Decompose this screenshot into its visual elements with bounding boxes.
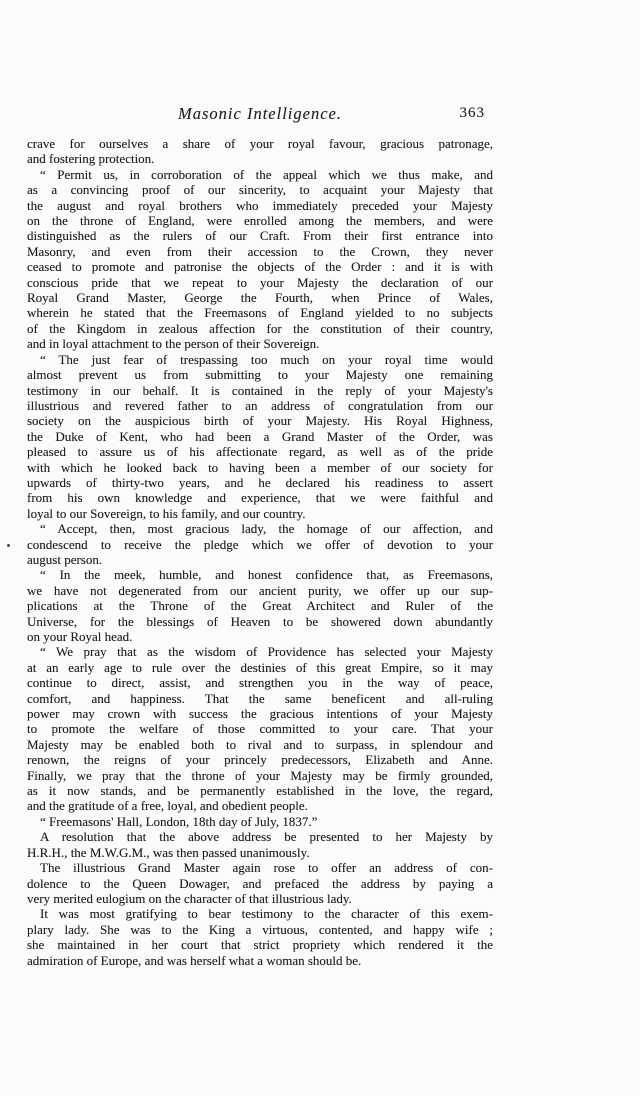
text-line: “ We pray that as the wisdom of Providence has selected your Majesty: [40, 644, 493, 660]
text-line: crave for ourselves a share of your royal favour, gracious patronage,: [27, 136, 493, 151]
text-line: Majesty may be enabled both to rival and to surpass, in splendour and: [27, 736, 493, 752]
text-line: we have not degenerated from our ancient purity, we offer up our sup-: [27, 582, 493, 598]
text-line: from his own knowledge and experience, that we were faithful and: [27, 490, 493, 506]
text-line: plary lady. She was to the King a virtuous, contented, and happy wife ;: [27, 921, 493, 937]
text-line: she maintained in her court that strict propriety which rendered it the: [27, 937, 493, 953]
text-line: admiration of Europe, and was herself what a woman should be.: [27, 952, 362, 968]
text-line: as it now stands, and be permanently established in the love, the regard,: [27, 783, 493, 799]
text-line: Finally, we pray that the throne of your Majesty may be firmly grounded,: [27, 767, 493, 783]
text-line: pleased to assure us of his affectionate regard, as well as of the pride: [27, 444, 493, 460]
text-line: Royal Grand Master, George the Fourth, when Prince of Wales,: [27, 290, 493, 306]
text-line: illustrious and revered father to an address of congratulation from our: [27, 397, 493, 413]
text-line: as a convincing proof of our sincerity, to acquaint your Majesty that: [27, 182, 493, 198]
text-line: of the Kingdom in zealous affection for the constitution of their country,: [27, 320, 493, 336]
text-line: Masonry, and even from their accession to the Crown, they never: [27, 243, 493, 259]
text-line: at an early age to rule over the destinies of this great Empire, so it may: [27, 659, 493, 675]
text-line: plications at the Throne of the Great Architect and Ruler of the: [27, 598, 493, 614]
text-line: and in loyal attachment to the person of their Sovereign.: [27, 336, 320, 352]
text-line: H.R.H., the M.W.G.M., was then passed unanimously.: [27, 844, 310, 860]
text-line: renown, the reigns of your princely predecessors, Elizabeth and Anne.: [27, 752, 493, 768]
text-line: “ In the meek, humble, and honest confidence that, as Freemasons,: [40, 567, 493, 583]
body-text: [27, 136, 493, 968]
text-line: condescend to receive the pledge which we offer of devotion to your: [27, 536, 493, 552]
text-line: continue to direct, assist, and strengthen you in the way of peace,: [27, 675, 493, 691]
text-line: on your Royal head.: [27, 629, 133, 644]
text-line: The illustrious Grand Master again rose to offer an address of con-: [40, 860, 493, 876]
text-line: on the throne of England, were enrolled among the members, and were: [27, 213, 493, 229]
text-line: “ The just fear of trespassing too much on your royal time would: [40, 351, 493, 367]
text-line: loyal to our Sovereign, to his family, and our country.: [27, 505, 306, 521]
text-line: upwards of thirty-two years, and he declared his readiness to assert: [27, 474, 493, 490]
page-number: 363: [459, 105, 485, 121]
text-line: dolence to the Queen Dowager, and prefaced the address by paying a: [27, 875, 493, 891]
text-line: conscious pride that we repeat to your Majesty the declaration of our: [27, 274, 493, 290]
text-line: Universe, for the blessings of Heaven to be showered down abundantly: [27, 613, 493, 629]
text-line: august person.: [27, 551, 103, 567]
text-line: It was most gratifying to bear testimony to the character of this exem-: [40, 906, 493, 922]
text-line: power may crown with success the gracious intentions of your Majesty: [27, 706, 493, 722]
text-line: the Duke of Kent, who had been a Grand Master of the Order, was: [27, 428, 493, 444]
text-line: “ Accept, then, most gracious lady, the homage of our affection, and: [40, 521, 493, 537]
text-line: society on the auspicious birth of your Majesty. His Royal Highness,: [27, 413, 493, 429]
text-line: the august and royal brothers who immediately preceded your Majesty: [27, 197, 493, 213]
text-line: A resolution that the above address be presented to her Majesty by: [40, 829, 493, 845]
scan-speck: [7, 544, 10, 547]
text-line: ceased to promote and patronise the objects of the Order : and it is with: [27, 259, 493, 275]
text-line: “ Permit us, in corroboration of the appeal which we thus make, and: [40, 166, 493, 182]
text-line: with which he looked back to having been a member of our society for: [27, 459, 493, 475]
running-header: [27, 104, 493, 124]
text-line: distinguished as the rulers of our Craft. From their first entrance into: [27, 228, 493, 244]
text-line: and the gratitude of a free, loyal, and obedient people.: [27, 798, 308, 814]
text-line: “ Freemasons' Hall, London, 18th day of July, 1837.”: [40, 813, 318, 829]
running-header-title: Masonic Intelligence.: [178, 104, 342, 123]
text-line: wherein he stated that the Freemasons of England yielded to no subjects: [27, 305, 493, 321]
text-line: to promote the welfare of those committed to your care. That your: [27, 721, 493, 737]
text-line: testimony in our behalf. It is contained in the reply of your Majesty's: [27, 382, 493, 398]
text-line: almost prevent us from submitting to your Majesty one remaining: [27, 367, 493, 383]
text-line: comfort, and happiness. That the same beneficent and all-ruling: [27, 690, 493, 706]
text-line: and fostering protection.: [27, 151, 155, 167]
text-line: very merited eulogium on the character of that illustrious lady.: [27, 890, 352, 906]
